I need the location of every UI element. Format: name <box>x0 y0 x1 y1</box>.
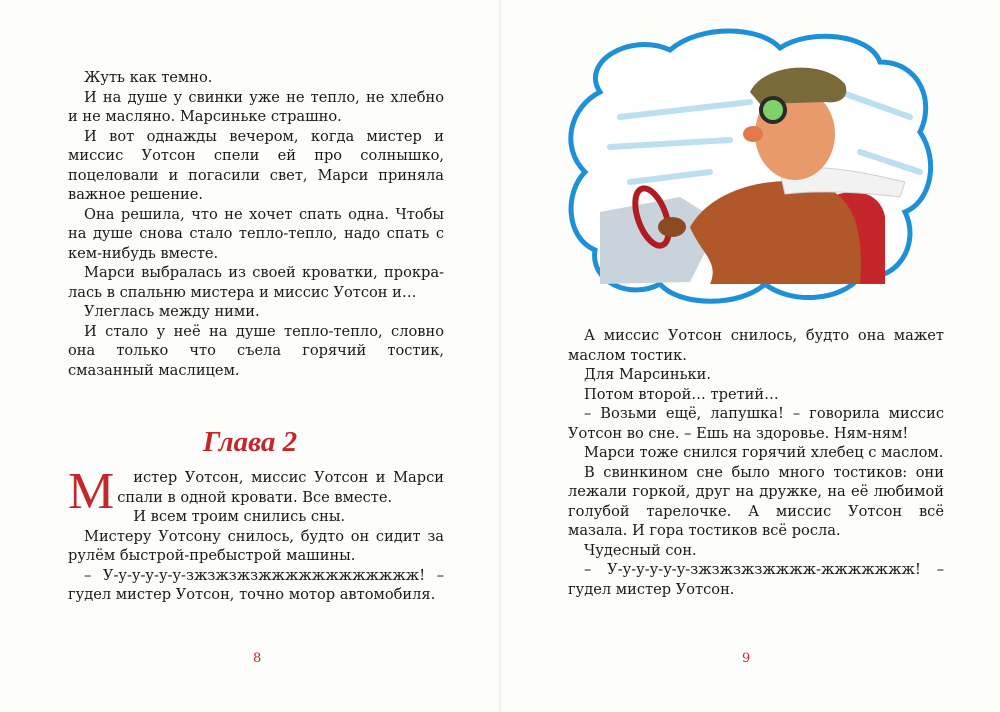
paragraph: И всем троим снились сны. <box>133 508 346 525</box>
chapter-title: Глава 2 <box>202 426 298 458</box>
paragraph: Чудесный сон. <box>584 541 697 559</box>
paragraph: Марси тоже снился горячий хлебец с маслом. <box>584 444 944 461</box>
drop-cap: М <box>68 463 115 520</box>
goggles-icon <box>761 98 785 122</box>
paragraph: И стало у неё на душе тепло-тепло, словно она только что съела горячий тостик, смазанный маслицем. <box>68 322 444 379</box>
paragraph: Потом второй… третий… <box>584 385 779 403</box>
first-paragraph-text: истер Уотсон, миссис Уотсон и Марси спали в одной кровати. Все вместе. <box>117 469 444 506</box>
paragraph: И вот однажды вечером, когда мистер и миссис Уотсон спели ей про солнышко, поцеловали и погасили свет, Марси приняла важное решение. <box>68 127 444 203</box>
right-page <box>500 0 1000 712</box>
driver-hands <box>658 217 686 237</box>
paragraph: И на душе у свинки уже не тепло, не хлебно и не масляно. Марсиньке страшно. <box>68 88 444 125</box>
paragraph: В свинкином сне было много тостиков: они лежали горкой, друг на дружке, на её любимой голубой тарелочке. А миссис Уотсон всё мазала. И гора тостиков всё росла. <box>568 463 944 539</box>
left-text-bottom <box>68 463 444 605</box>
dream-car-illustration <box>560 22 940 312</box>
right-text <box>568 326 944 599</box>
page-number-left: 8 <box>253 651 262 666</box>
paragraph: Жуть как темно. <box>84 69 213 86</box>
driver-nose <box>743 126 763 142</box>
left-text-top <box>68 68 444 380</box>
paragraph: Улеглась между ними. <box>84 303 260 320</box>
paragraph: А миссис Уотсон снилось, будто она мажет маслом тостик. <box>568 327 944 364</box>
paragraph: Мистеру Уотсону снилось, будто он сидит за рулём быстрой-пребыстрой машины. <box>68 527 444 564</box>
paragraph: Марси выбралась из своей кроватки, прокралась в спальню мистера и миссис Уотсон и… <box>68 264 444 301</box>
paragraph: – Возьми ещё, лапушка! – говорила миссис Уотсон во сне. – Ешь на здоровье. Ням-ням! <box>568 405 944 442</box>
paragraph: Она решила, что не хочет спать одна. Чтобы на душе снова стало тепло-тепло, надо спать с кем-нибудь вместе. <box>68 205 444 262</box>
paragraph: Для Марсиньки. <box>584 366 712 383</box>
paragraph: – У-у-у-у-у-у-зжзжзжзжжжжжжжжжжжж! – гудел мистер Уотсон, точно мотор автомобиля. <box>68 566 444 603</box>
paragraph: – У-у-у-у-у-у-зжзжзжзжжжж-жжжжжжж! – гудел мистер Уотсон. <box>568 561 944 598</box>
page-number-right: 9 <box>742 651 751 666</box>
